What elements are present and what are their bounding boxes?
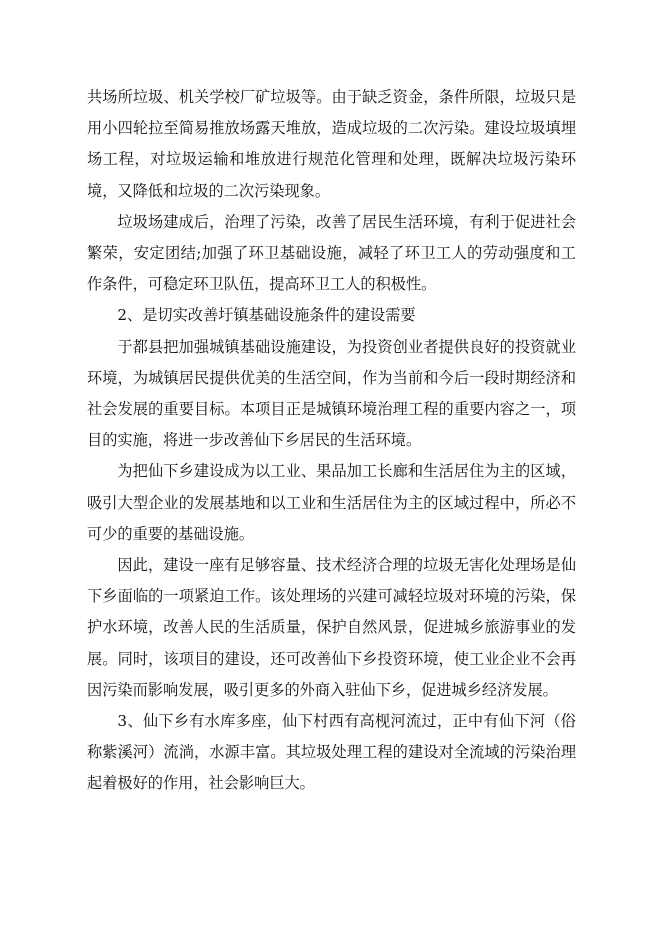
paragraph-landfill-benefits: 垃圾场建成后，治理了污染，改善了居民生活环境，有利于促进社会繁荣，安定团结;加强了环卫基础设施，减轻了环卫工人的劳动强度和工作条件，可稳定环卫队伍，提高环卫工人的积极性。 xyxy=(87,212,576,294)
document-body xyxy=(87,82,576,800)
paragraph-xianxia-development: 为把仙下乡建设成为以工业、果品加工长廊和生活居住为主的区域，吸引大型企业的发展基地和以工业和生活居住为主的区域过程中，所必不可少的重要的基础设施。 xyxy=(87,462,576,543)
paragraph-therefore: 因此，建设一座有足够容量、技术经济合理的垃圾无害化处理场是仙下乡面临的一项紧迫工作。该处理场的兴建可减轻垃圾对环境的污染，保护水环境，改善人民的生活质量，保护自然风景，促进城乡旅游事业的发展。同时，该项目的建设，还可改善仙下乡投资环境，使工业企业不会再因污染而影响发展，吸引更多的外商入驻仙下乡，促进城乡经济发展。 xyxy=(87,556,576,699)
paragraph-item-3: 3、仙下乡有水库多座，仙下村西有高枧河流过，正中有仙下河（俗称紫溪河）流淌，水源丰富。其垃圾处理工程的建设对全流域的污染治理起着极好的作用，社会影响巨大。 xyxy=(87,712,576,793)
paragraph-yudu-county: 于都县把加强城镇基础设施建设，为投资创业者提供良好的投资就业环境，为城镇居民提供优美的生活空间，作为当前和今后一段时期经济和社会发展的重要目标。本项目正是城镇环境治理工程的重要内容之一，项目的实施，将进一步改善仙下乡居民的生活环境。 xyxy=(87,337,576,450)
paragraph-continuation: 共场所垃圾、机关学校厂矿垃圾等。由于缺乏资金，条件所限，垃圾只是用小四轮拉至简易推放场露天堆放，造成垃圾的二次污染。建设垃圾填埋场工程，对垃圾运输和堆放进行规范化管理和处理，既解决垃圾污染环境，又降低和垃圾的二次污染现象。 xyxy=(87,88,576,200)
section-heading-2: 2、是切实改善圩镇基础设施条件的建设需要 xyxy=(117,306,416,325)
